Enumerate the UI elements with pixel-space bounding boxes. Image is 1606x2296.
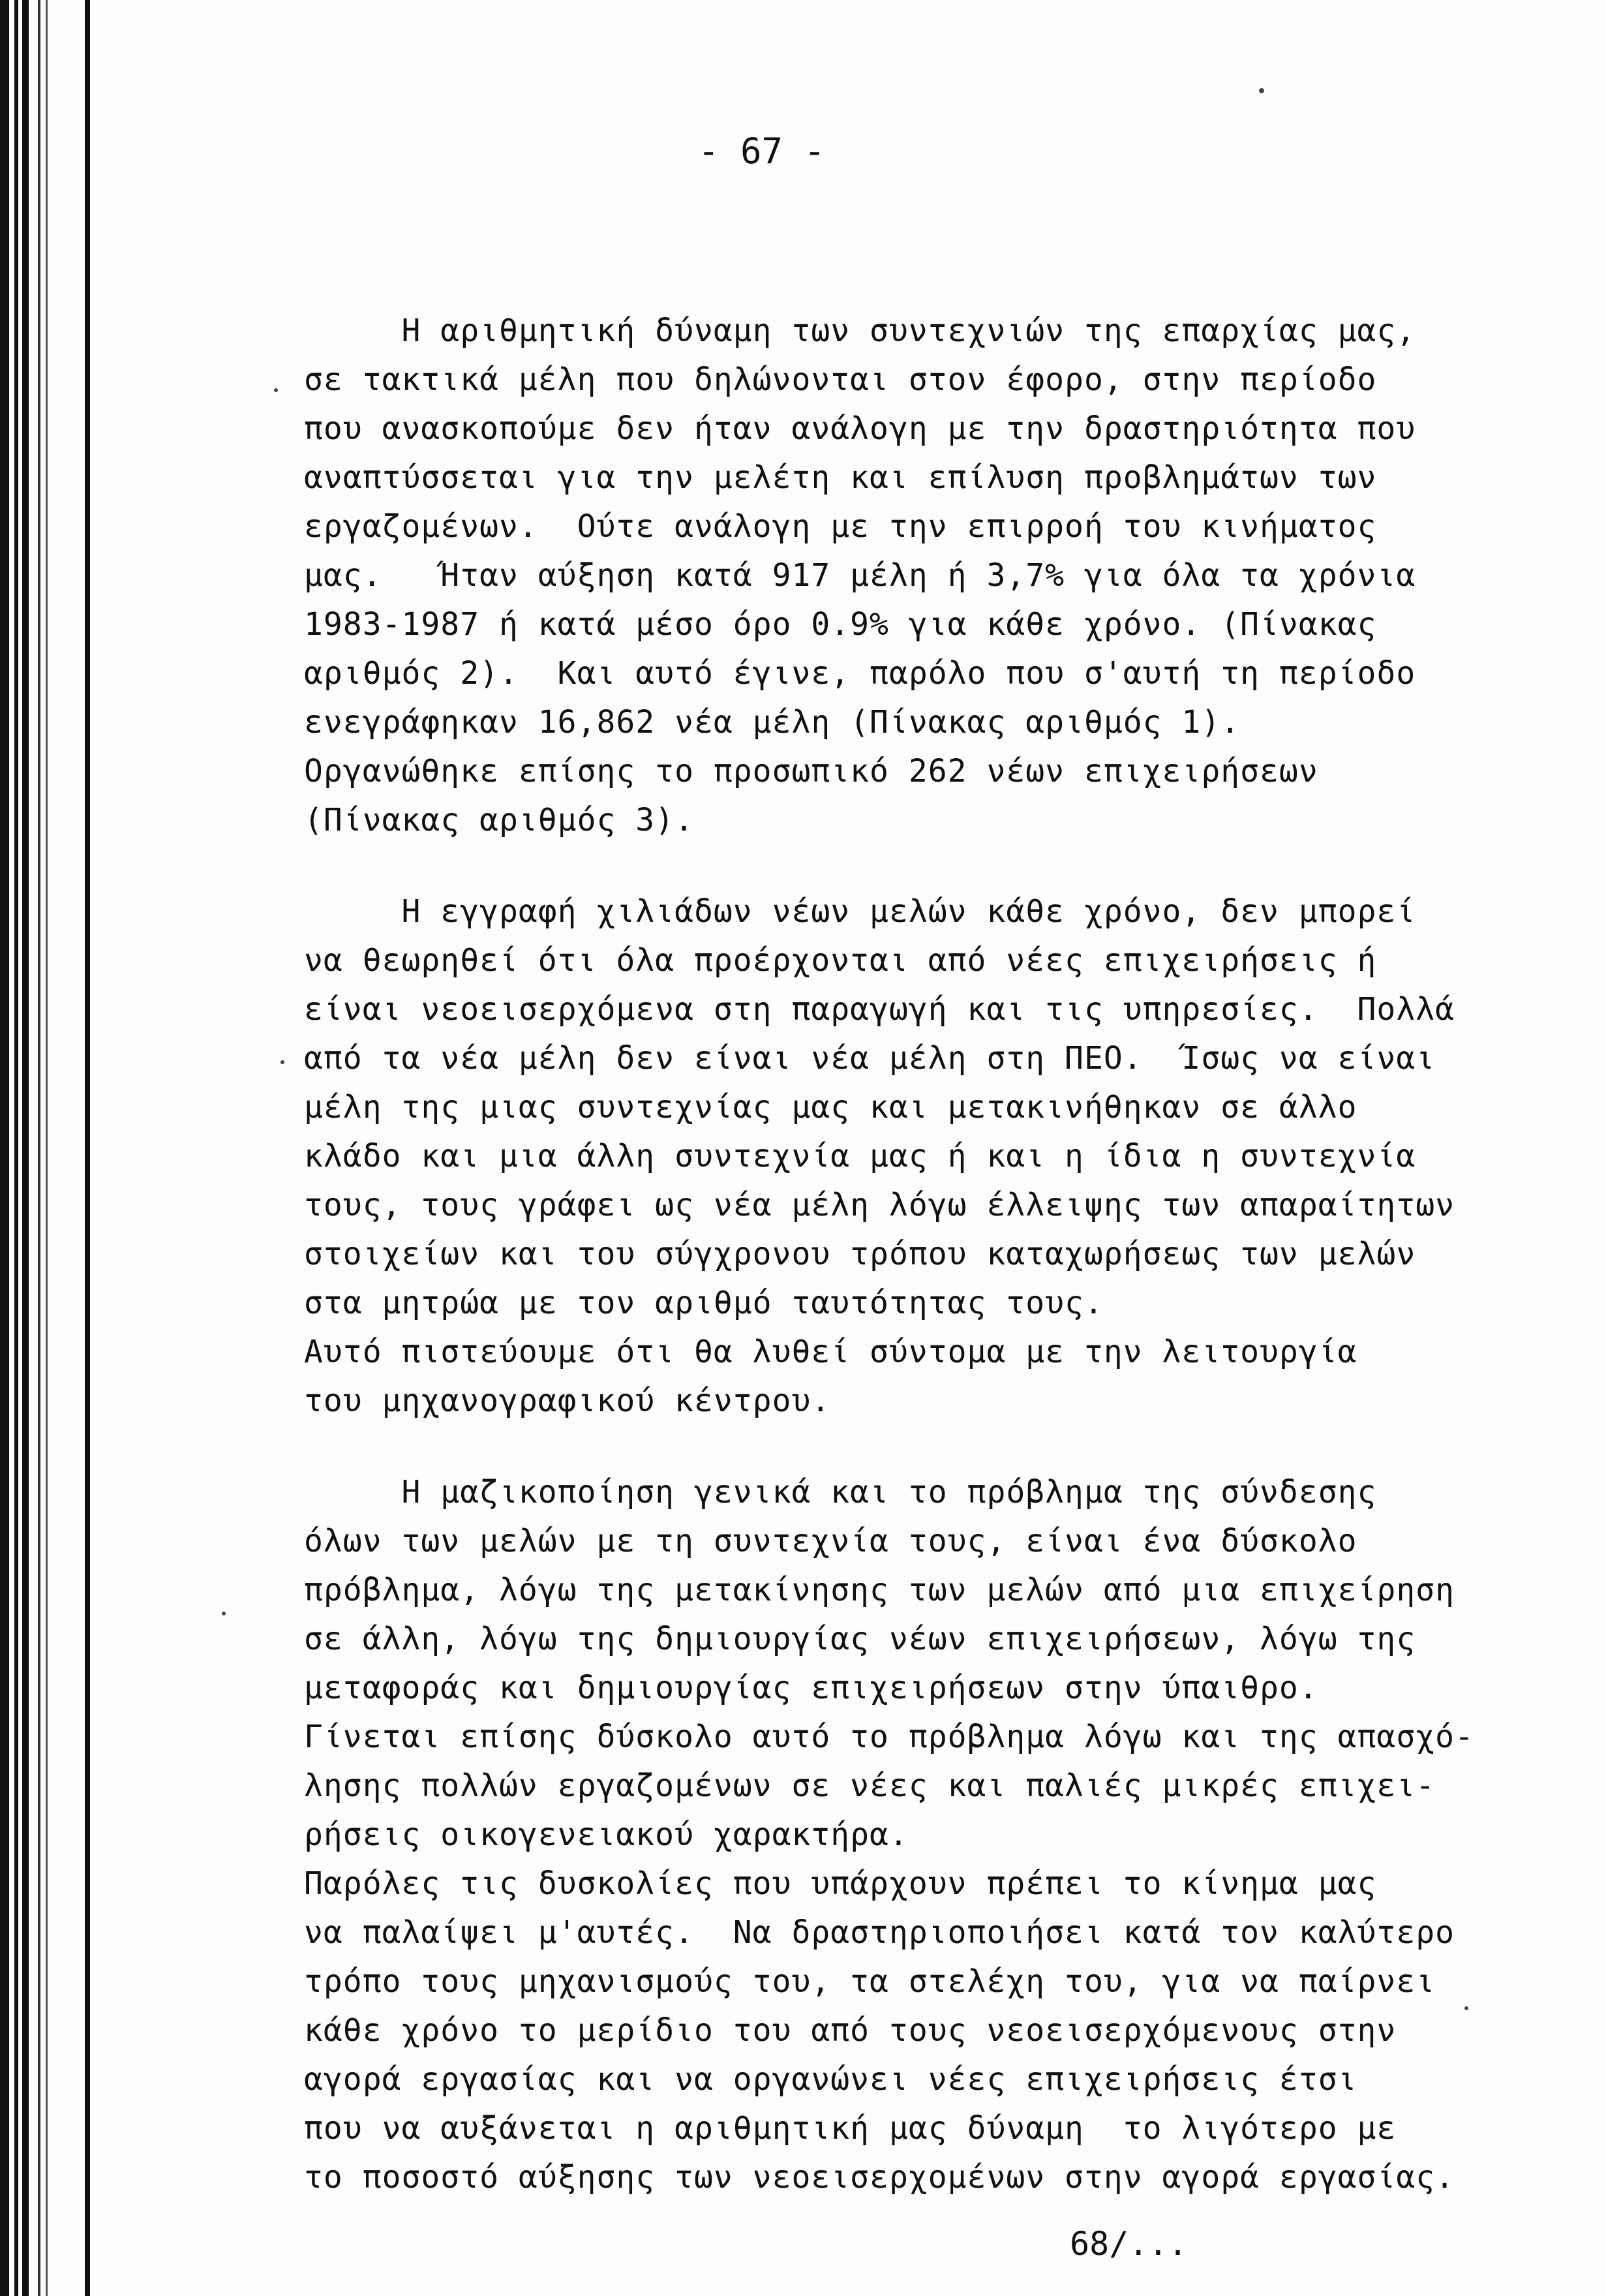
text-line: κλάδο και μια άλλη συντεχνία μας ή και η ίδια η συντεχνία xyxy=(304,1138,1416,1174)
text-line: Η αριθμητική δύναμη των συντεχνιών της επαρχίας μας, xyxy=(304,313,1416,349)
text-line: μέλη της μιας συντεχνίας μας και μετακινήθηκαν σε άλλο xyxy=(304,1089,1357,1125)
paragraph-spacer xyxy=(304,1426,1543,1468)
text-line: που να αυξάνεται η αριθμητική μας δύναμη το λιγότερο με xyxy=(304,2110,1397,2147)
text-line: όλων των μελών με τη συντεχνία τους, είναι ένα δύσκολο xyxy=(304,1523,1357,1559)
scan-speck xyxy=(1259,88,1264,93)
text-line: αναπτύσσεται για την μελέτη και επίλυση προβλημάτων των xyxy=(304,459,1377,496)
text-line: σε άλλη, λόγω της δημιουργίας νέων επιχειρήσεων, λόγω της xyxy=(304,1621,1416,1657)
text-line: το ποσοστό αύξησης των νεοεισερχομένων στην αγορά εργασίας. xyxy=(304,2159,1455,2196)
text-line: εργαζομένων. Ούτε ανάλογη με την επιρροή του κινήματος xyxy=(304,508,1377,545)
scan-speck xyxy=(280,1060,284,1064)
text-line: Αυτό πιστεύουμε ότι θα λυθεί σύντομα με την λειτουργία xyxy=(304,1334,1357,1370)
text-line: αριθμός 2). Και αυτό έγινε, παρόλο που σ'αυτή τη περίοδο xyxy=(304,655,1416,692)
paragraph-spacer xyxy=(304,845,1543,887)
text-line: λησης πολλών εργαζομένων σε νέες και παλιές μικρές επιχει- xyxy=(304,1768,1436,1804)
scan-speck xyxy=(1464,2006,1468,2010)
text-line: Παρόλες τις δυσκολίες που υπάρχουν πρέπει το κίνημα μας xyxy=(304,1865,1377,1902)
text-line: τρόπο τους μηχανισμούς του, τα στελέχη του, για να παίρνει xyxy=(304,1963,1436,2000)
text-line: κάθε χρόνο το μερίδιο του από τους νεοεισερχόμενους στην xyxy=(304,2012,1397,2049)
text-line: Η μαζικοποίηση γενικά και το πρόβλημα της σύνδεσης xyxy=(304,1474,1377,1510)
binding-edge xyxy=(0,0,98,2296)
text-line: τους, τους γράφει ως νέα μέλη λόγω έλλειψης των απαραίτητων xyxy=(304,1187,1455,1223)
text-line: μας. Ήταν αύξηση κατά 917 μέλη ή 3,7% για όλα τα χρόνια xyxy=(304,557,1416,594)
text-line: στα μητρώα με τον αριθμό ταυτότητας τους. xyxy=(304,1285,1104,1321)
paragraph-3 xyxy=(304,1468,1543,2202)
continuation-marker: 68/... xyxy=(1070,2225,1188,2263)
text-line: να θεωρηθεί ότι όλα προέρχονται από νέες επιχειρήσεις ή xyxy=(304,942,1377,979)
text-line: που ανασκοπούμε δεν ήταν ανάλογη με την δραστηριότητα που xyxy=(304,410,1416,447)
text-line: του μηχανογραφικού κέντρου. xyxy=(304,1383,831,1419)
text-line: ρήσεις οικογενειακού χαρακτήρα. xyxy=(304,1816,909,1853)
text-line: (Πίνακας αριθμός 3). xyxy=(304,802,694,838)
paragraph-1 xyxy=(304,307,1543,845)
text-line: Η εγγραφή χιλιάδων νέων μελών κάθε χρόνο, δεν μπορεί xyxy=(304,893,1416,930)
text-line: σε τακτικά μέλη που δηλώνονται στον έφορο, στην περίοδο xyxy=(304,361,1377,398)
text-line: Γίνεται επίσης δύσκολο αυτό το πρόβλημα λόγω και της απασχό- xyxy=(304,1719,1474,1755)
paragraph-2 xyxy=(304,887,1543,1426)
scan-speck xyxy=(274,388,278,392)
text-line: ενεγράφηκαν 16,862 νέα μέλη (Πίνακας αριθμός 1). xyxy=(304,704,1241,741)
text-line: να παλαίψει μ'αυτές. Να δραστηριοποιήσει κατά τον καλύτερο xyxy=(304,1914,1455,1951)
text-line: μεταφοράς και δημιουργίας επιχειρήσεων στην ύπαιθρο. xyxy=(304,1670,1318,1706)
text-line: από τα νέα μέλη δεν είναι νέα μέλη στη ΠΕΟ. Ίσως να είναι xyxy=(304,1040,1436,1077)
text-line: πρόβλημα, λόγω της μετακίνησης των μελών από μια επιχείρηση xyxy=(304,1572,1455,1608)
page-number: - 67 - xyxy=(698,130,826,172)
text-line: 1983-1987 ή κατά μέσο όρο 0.9% για κάθε χρόνο. (Πίνακας xyxy=(304,606,1377,643)
text-line: Οργανώθηκε επίσης το προσωπικό 262 νέων επιχειρήσεων xyxy=(304,753,1318,789)
text-line: είναι νεοεισερχόμενα στη παραγωγή και τις υπηρεσίες. Πολλά xyxy=(304,991,1455,1028)
body-text xyxy=(304,307,1543,2202)
text-line: στοιχείων και του σύγχρονου τρόπου καταχωρήσεως των μελών xyxy=(304,1236,1416,1272)
text-line: αγορά εργασίας και να οργανώνει νέες επιχειρήσεις έτσι xyxy=(304,2061,1357,2098)
scan-speck xyxy=(222,1612,226,1615)
